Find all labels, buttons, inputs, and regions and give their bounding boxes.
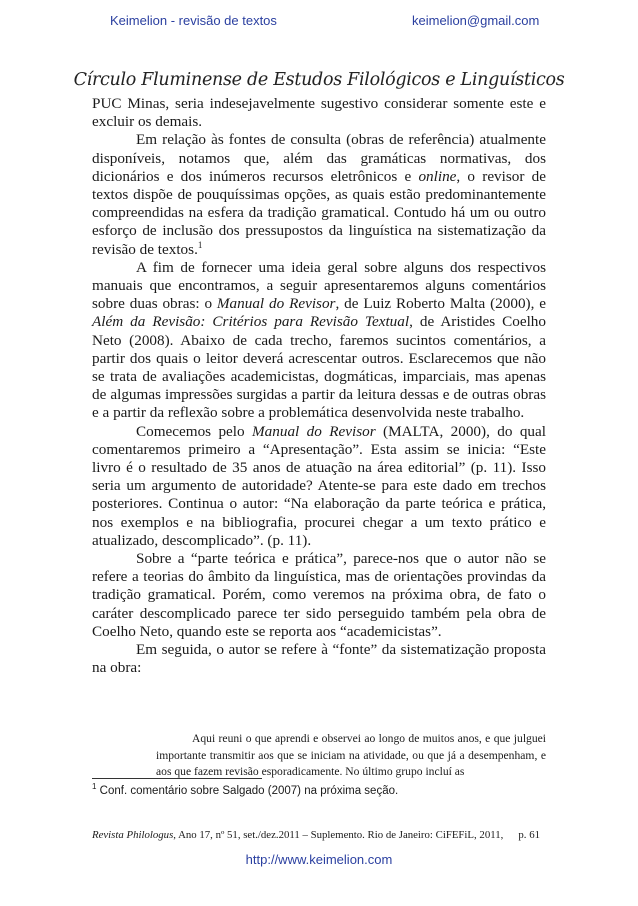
paragraph-4: Comecemos pelo Manual do Revisor (MALTA, 2000), do qual comentaremos primeiro a “Apresentação”. Esta assim se inicia: “Este livro é o resultado de 35 anos de atuação na área editorial” (p. 11). Isso seria um argumento de autoridade? Atente-se para este dado em trechos posteriores. Continua o autor: “Na elaboração da parte teórica e prática, nos exemplos e na bibliografia, procurei chegar a um texto prático e atualizado, descomplicado”. (p. 11).	[92, 422, 546, 549]
footer-url-link[interactable]: http://www.keimelion.com	[245, 852, 393, 867]
article-body	[92, 95, 546, 678]
footnote: $^1$ Conf. comentário sobre Salgado (2007) na próxima seção.	[92, 782, 399, 797]
paragraph-1: PUC Minas, seria indesejavelmente sugestivo considerar somente este e excluir os demais.	[92, 95, 546, 131]
paragraph-5: Sobre a “parte teórica e prática”, parece-nos que o autor não se refere a teorias do âmbito da linguística, mas de orientações provindas da tradição gramatical. Porém, como veremos na próxima obra, de fato o caráter descomplicado parece ter sido perseguido também pela obra de Coelho Neto, quando este se reporta aos “academicistas”.	[92, 550, 546, 640]
paragraph-3: A fim de fornecer uma ideia geral sobre alguns dos respectivos manuais que encontramos, a seguir apresentaremos alguns comentários sobre duas obras: o Manual do Revisor, de Luiz Roberto Malta (2000), e Além da Revisão: Critérios para Revisão Textual, de Aristides Coelho Neto (2008). Abaixo de cada trecho, faremos sucintos comentários, a partir dos quais o leitor deverá acrescentar outros. Esclarecemos que não se trata de avaliações academicistas, dogmáticas, imparciais, mas apenas de algumas impressões surgidas a partir da leitura dessas e de outras obras e a partir da reflexão sobre a problemática desenvolvida neste trabalho.	[92, 258, 546, 422]
block-quote: Aqui reuni o que aprendi e observei ao longo de muitos anos, e que julguei importante transmitir aos que se iniciam na atividade, ou que já a desempenham, e aos que fazem revisão esporadicamente. No último grupo incluí as	[156, 732, 546, 779]
footnote-ref: 1	[197, 239, 203, 250]
paragraph-6: Em seguida, o autor se refere à “fonte” da sistematização proposta na obra:	[92, 641, 546, 677]
header-left-text: Keimelion - revisão de textos	[110, 13, 277, 28]
header-email-link[interactable]: keimelion@gmail.com	[412, 13, 540, 28]
page-number: p. 61	[518, 829, 540, 841]
journal-title: Círculo Fluminense de Estudos Filológicos e Linguísticos	[73, 70, 565, 90]
footnote-divider	[92, 778, 262, 779]
page-citation: Revista Philologus, Ano 17, nº 51, set./dez.2011 – Suplemento. Rio de Janeiro: CiFEFiL, 2011, p. 61	[92, 829, 540, 841]
paragraph-2: Em relação às fontes de consulta (obras de referência) atualmente disponíveis, notamos que, além das gramáticas normativas, dos dicionários e dos inúmeros recursos eletrônicos e online, o revisor de textos dispõe de pouquíssimas opções, as quais estão predominantemente compreendidas na esfera da tradição gramatical. Contudo há um ou outro esforço de inclusão dos pressupostos da linguística na sistematização da revisão de textos.$^1$	[92, 131, 546, 258]
